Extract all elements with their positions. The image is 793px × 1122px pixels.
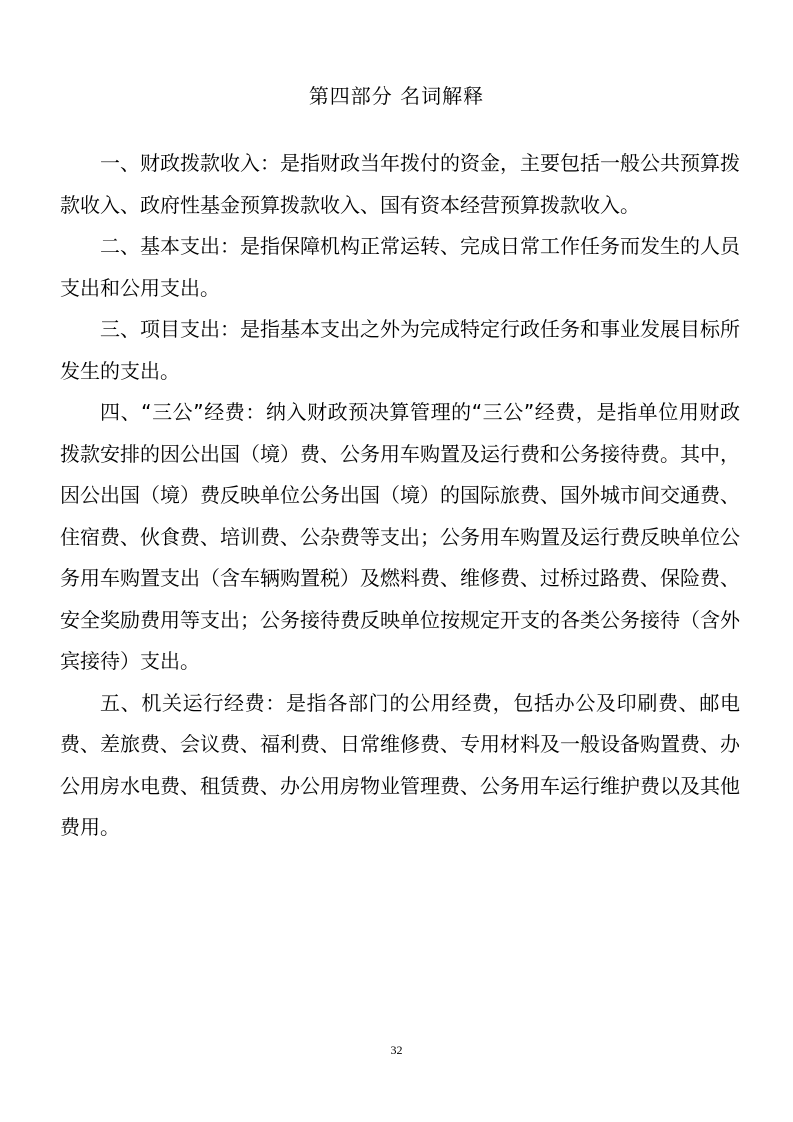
page-title: 第四部分 名词解释	[308, 84, 485, 108]
body-text	[60, 143, 740, 849]
paragraph-basic-expenditure: 二、基本支出：是指保障机构正常运转、完成日常工作任务而发生的人员支出和公用支出。	[60, 234, 740, 300]
paragraph-three-public-expenses: 四、“三公”经费：纳入财政预决算管理的“三公”经费，是指单位用财政拨款安排的因公出国（境）费、公务用车购置及运行费和公务接待费。其中，因公出国（境）费反映单位公务出国（境）的国际旅费、国外城市间交通费、住宿费、伙食费、培训费、公杂费等支出；公务用车购置及运行费反映单位公务用车购置支出（含车辆购置税）及燃料费、维修费、过桥过路费、保险费、安全奖励费用等支出；公务接待费反映单位按规定开支的各类公务接待（含外宾接待）支出。	[60, 400, 740, 673]
paragraph-agency-operating-expenses: 五、机关运行经费：是指各部门的公用经费，包括办公及印刷费、邮电费、差旅费、会议费、福利费、日常维修费、专用材料及一般设备购置费、办公用房水电费、租赁费、办公用房物业管理费、公务用车运行维护费以及其他费用。	[60, 690, 740, 839]
paragraph-fiscal-appropriation-income: 一、财政拨款收入：是指财政当年拨付的资金，主要包括一般公共预算拨款收入、政府性基金预算拨款收入、国有资本经营预算拨款收入。	[60, 151, 740, 217]
page-number: 32	[390, 1043, 403, 1057]
paragraph-project-expenditure: 三、项目支出：是指基本支出之外为完成特定行政任务和事业发展目标所发生的支出。	[60, 317, 740, 383]
